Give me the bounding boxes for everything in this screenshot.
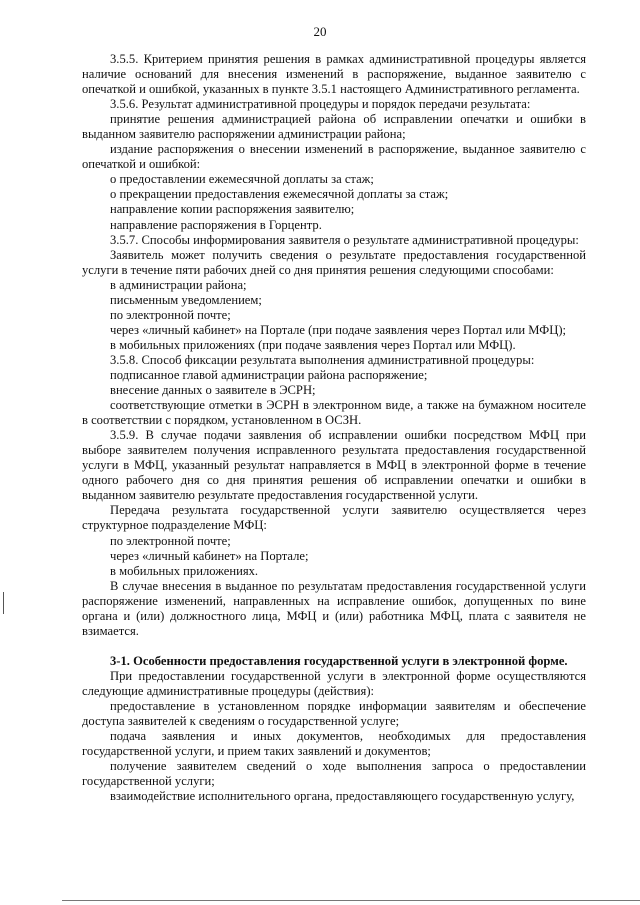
paragraph-3-5-8: 3.5.8. Способ фиксации результата выполнения административной процедуры:: [110, 352, 535, 367]
list-item: получение заявителем сведений о ходе выполнения запроса о предоставлении государственной услуги;: [82, 759, 586, 789]
paragraph: Заявитель может получить сведения о результате предоставления государственной услуги в течение пяти рабочих дней со дня принятия решения следующими способами:: [82, 247, 586, 277]
list-item: направление копии распоряжения заявителю;: [110, 202, 355, 217]
page-body: [82, 52, 586, 804]
paragraph-3-5-5: 3.5.5. Критерием принятия решения в рамках административной процедуры является наличие оснований для внесения изменений в распоряжение, выданное заявителю с опечаткой и ошибкой, указанных в пункте 3.5.1 настоящего Административного регламента.: [82, 52, 586, 97]
list-item: издание распоряжения о внесении изменений в распоряжение, выданное заявителю с опечаткой и ошибкой:: [82, 142, 586, 172]
list-item: подписанное главой администрации района распоряжение;: [110, 367, 428, 382]
paragraph-3-5-7: 3.5.7. Способы информирования заявителя о результате административной процедуры:: [110, 232, 579, 247]
list-item: предоставление в установленном порядке информации заявителям и обеспечение доступа заявителей к сведениям о государственной услуге;: [82, 698, 586, 729]
list-item: по электронной почте;: [110, 533, 231, 548]
list-item: направление распоряжения в Горцентр.: [110, 217, 322, 232]
list-item: по электронной почте;: [110, 307, 231, 322]
list-item: соответствующие отметки в ЭСРН в электронном виде, а также на бумажном носителе в соответствии с порядком, установленном в ОСЗН.: [82, 398, 586, 428]
list-item: принятие решения администрацией района об исправлении опечатки и ошибки в выданном заявителю распоряжении администрации района;: [82, 112, 586, 142]
paragraph-3-5-6: 3.5.6. Результат административной процедуры и порядок передачи результата:: [110, 97, 531, 112]
section-heading: 3-1. Особенности предоставления государственной услуги в электронной форме.: [110, 653, 568, 668]
paragraph: Передача результата государственной услуги заявителю осуществляется через структурное подразделение МФЦ:: [82, 503, 586, 533]
paragraph: В случае внесения в выданное по результатам предоставления государственной услуги распоряжение изменений, направленных на исправление ошибок, допущенных по вине органа и (или) должностного лица, МФЦ и (или) работника МФЦ, плата с заявителя не взимается.: [82, 578, 586, 638]
list-item: в администрации района;: [110, 277, 247, 292]
list-item: через «личный кабинет» на Портале;: [110, 548, 309, 563]
list-item: в мобильных приложениях.: [110, 563, 259, 578]
list-item: в мобильных приложениях (при подаче заявления через Портал или МФЦ).: [110, 337, 516, 352]
paragraph: При предоставлении государственной услуги в электронной форме осуществляются следующие административные процедуры (действия):: [82, 668, 586, 698]
paragraph-3-5-9: 3.5.9. В случае подачи заявления об исправлении ошибки посредством МФЦ при выборе заявителем получения исправленного результата предоставления государственной услуги в МФЦ, указанный результат направляется в МФЦ в электронной форме в течение одного рабочего дня со дня принятия решения об исправлении опечатки и ошибки в выданном заявителю результате предоставления государственной услуги.: [82, 428, 586, 503]
list-item: взаимодействие исполнительного органа, предоставляющего государственную услугу,: [110, 789, 575, 804]
scan-edge-line: [62, 900, 640, 901]
list-item: о предоставлении ежемесячной доплаты за стаж;: [110, 172, 374, 187]
scan-artifact-mark: [3, 592, 4, 614]
list-item: письменным уведомлением;: [110, 292, 262, 307]
list-item: о прекращении предоставления ежемесячной доплаты за стаж;: [110, 187, 449, 202]
list-item: через «личный кабинет» на Портале (при подаче заявления через Портал или МФЦ);: [110, 322, 567, 337]
list-item: подача заявления и иных документов, необходимых для предоставления государственной услуги, и прием таких заявлений и документов;: [82, 729, 586, 759]
page-number: 20: [313, 24, 327, 39]
list-item: внесение данных о заявителе в ЭСРН;: [110, 383, 316, 398]
